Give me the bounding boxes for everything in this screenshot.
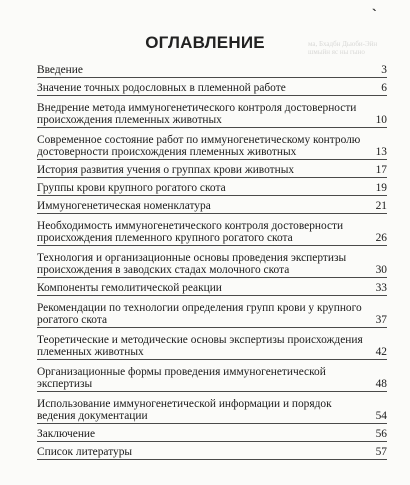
toc-entry-title: Значение точных родословных в племенной работе [37, 82, 286, 95]
toc-entry-page: 10 [375, 114, 387, 127]
toc-entry-page: 57 [375, 446, 387, 459]
toc-entry[interactable] [37, 60, 387, 78]
toc-entry-page: 26 [375, 232, 387, 245]
toc-entry[interactable] [37, 196, 387, 214]
bleed-through-line: шмыйн яс ны гыно [308, 48, 365, 56]
toc-entry-title: Внедрение метода иммуногенетического контроля достоверности происхождения племенных животных [37, 101, 357, 127]
toc-entry-title: Рекомендации по технологии определения групп крови у крупного рогатого скота [37, 301, 362, 327]
bleed-through-line: ма, Бхадбн Дьюби-Эйн [308, 40, 378, 48]
toc-entry-page: 48 [375, 378, 387, 391]
toc-entry[interactable] [37, 360, 387, 392]
toc-entry-page: 33 [375, 282, 387, 295]
toc-entry[interactable] [37, 160, 387, 178]
toc-entry-title: Введение [37, 64, 83, 77]
toc-entry-title: Заключение [37, 428, 96, 441]
toc-entry-page: 56 [375, 428, 387, 441]
toc-entry[interactable] [37, 392, 387, 424]
toc-entry[interactable] [37, 442, 387, 460]
table-of-contents [37, 60, 387, 460]
toc-entry-page: 6 [381, 82, 387, 95]
toc-entry[interactable] [37, 128, 387, 160]
toc-entry[interactable] [37, 96, 387, 128]
toc-entry[interactable] [37, 296, 387, 328]
toc-entry[interactable] [37, 178, 387, 196]
toc-entry-page: 42 [375, 346, 387, 359]
toc-entry-page: 17 [375, 164, 387, 177]
corner-mark: ` [372, 6, 377, 22]
toc-entry-title: Необходимость иммуногенетического контроля достоверности происхождения племенного крупного рогатого скота [37, 219, 344, 245]
toc-entry-title: Использование иммуногенетической информации и порядок ведения документации [37, 397, 332, 423]
toc-entry-title: Теоретические и методические основы экспертизы происхождения племенных животных [37, 333, 363, 359]
toc-entry-title: Компоненты гемолитической реакции [37, 282, 222, 295]
toc-entry-page: 30 [375, 264, 387, 277]
toc-entry-page: 19 [375, 182, 387, 195]
toc-entry-page: 54 [375, 410, 387, 423]
toc-entry-page: 21 [375, 200, 387, 213]
toc-entry-page: 3 [381, 64, 387, 77]
toc-entry-title: Список литературы [37, 446, 133, 459]
toc-entry-title: История развития учения о группах крови животных [37, 164, 295, 177]
page-title: ОГЛАВЛЕНИЕ [145, 33, 265, 52]
toc-entry-title: Технология и организационные основы проведения экспертизы происхождения в заводских стадах молочного скота [37, 251, 347, 277]
toc-entry[interactable] [37, 214, 387, 246]
toc-entry-page: 37 [375, 314, 387, 327]
toc-entry[interactable] [37, 246, 387, 278]
toc-entry-page: 13 [375, 146, 387, 159]
toc-entry[interactable] [37, 424, 387, 442]
toc-entry-title: Организационные формы проведения иммуногенетической экспертизы [37, 365, 326, 391]
toc-entry[interactable] [37, 78, 387, 96]
toc-entry-title: Современное состояние работ по иммуногенетическому контролю достоверности происхождения племенных животных [37, 133, 361, 159]
toc-entry[interactable] [37, 278, 387, 296]
toc-entry-title: Иммуногенетическая номенклатура [37, 200, 211, 213]
toc-entry[interactable] [37, 328, 387, 360]
toc-entry-title: Группы крови крупного рогатого скота [37, 182, 226, 195]
